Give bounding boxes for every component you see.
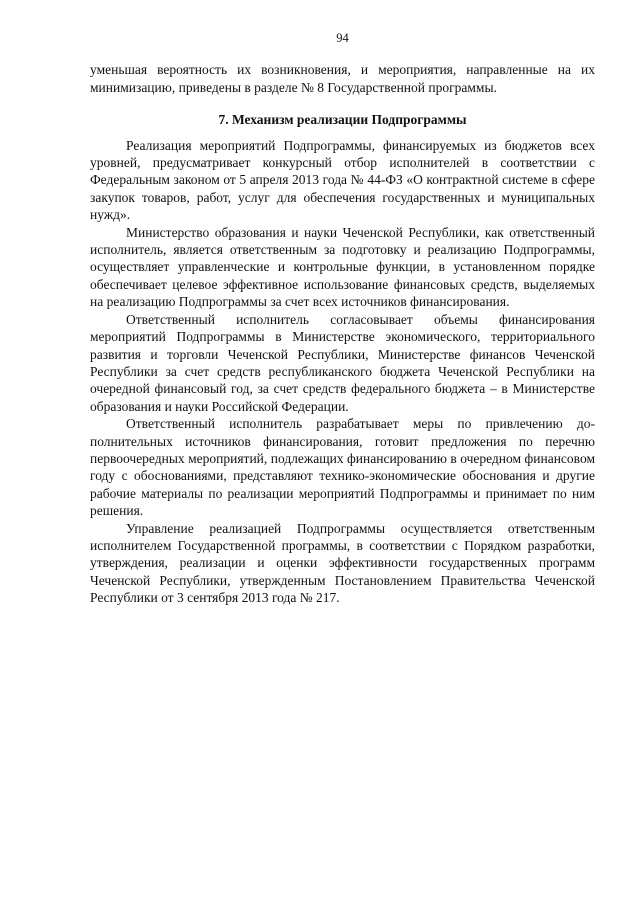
- page-number: 94: [336, 31, 349, 45]
- body-paragraph-5: Управление реализацией Подпрограммы осуществляется ответственным исполнителем Государственной программы, в соответствии с Порядком разработки, утверждения, реализации и оценки эффективности государственных программ Чеченской Республики, утвержденным Постановлением Правительства Чеченской Республики от 3 сентября 2013 года № 217.: [90, 520, 595, 606]
- body-paragraph-4: Ответственный исполнитель разрабатывает меры по привлечению дополнительных источников финансирования, готовит предложения по перечню первоочередных мероприятий, подлежащих финансированию в очередном финансовом году с обоснованиями, представляют технико-экономические обоснования и другие рабочие материалы по реализации мероприятий Подпрограммы и принимает по ним решения.: [90, 416, 595, 519]
- body-paragraph-3: Ответственный исполнитель согласовывает объемы финансирования мероприятий Подпрограммы в Министерстве экономического, территориального развития и торговли Чеченской Республики, Министерстве финансов Чеченской Республики за счет средств республиканского бюджета Чеченской Республики на очередной финансовый год, за счет средств федерального бюджета – в Министерстве образования и науки Российской Федерации.: [90, 311, 595, 414]
- section-title: 7. Механизм реализации Подпрограммы: [218, 112, 467, 128]
- document-page: [90, 30, 595, 607]
- body-paragraph-2: Министерство образования и науки Чеченской Республики, как ответственный исполнитель, является ответственным за подготовку и реализацию Подпрограммы, осуществляет управленческие и контрольные функции, в установленном порядке обеспечивает целевое эффективное использование финансовых средств, выделяемых на реализацию Подпрограммы за счет всех источников финансирования.: [90, 224, 595, 310]
- intro-paragraph: уменьшая вероятность их возникновения, и мероприятия, направленные на их минимизацию, приведены в разделе № 8 Государственной программы.: [90, 62, 595, 95]
- body-paragraph-1: Реализация мероприятий Подпрограммы, финансируемых из бюджетов всех уровней, предусматривает конкурсный отбор исполнителей в соответствии с Федеральным законом от 5 апреля 2013 года № 44-ФЗ «О контрактной системе в сфере закупок товаров, работ, услуг для обеспечения государственных и муниципальных нужд».: [90, 137, 595, 223]
